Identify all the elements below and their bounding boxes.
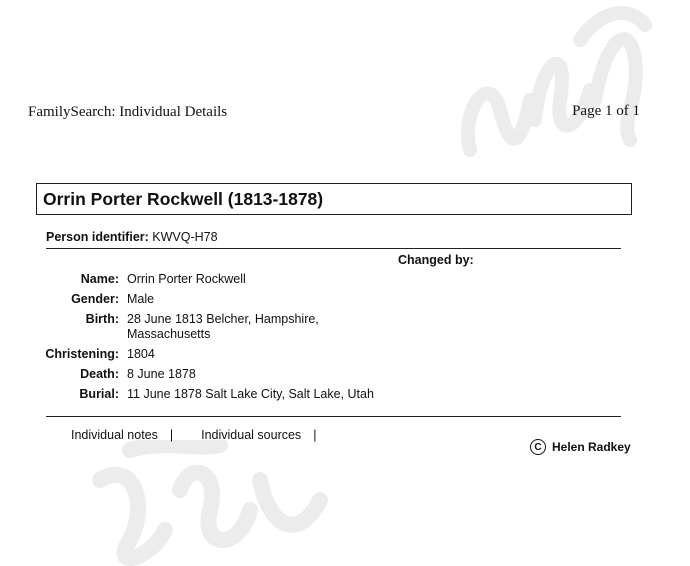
person-identifier-row — [46, 230, 218, 244]
page-number: Page 1 of 1 — [572, 103, 640, 119]
individual-notes-link[interactable]: Individual notes — [71, 428, 158, 442]
link-separator: | — [169, 428, 174, 442]
footer-links — [71, 428, 344, 442]
person-identifier-value: KWVQ-H78 — [152, 230, 218, 244]
person-identifier-label: Person identifier: — [46, 230, 149, 244]
changed-by-label: Changed by: — [398, 253, 474, 267]
fact-label: Gender: — [71, 292, 119, 306]
facts-list — [0, 272, 690, 407]
copyright-holder: Helen Radkey — [552, 440, 631, 454]
person-name-heading: Orrin Porter Rockwell (1813-1878) — [43, 188, 324, 209]
individual-sources-link[interactable]: Individual sources — [201, 428, 302, 442]
fact-label: Name: — [80, 272, 119, 286]
fact-value: 28 June 1813 Belcher, Hampshire, Massachusetts — [127, 312, 319, 341]
divider-bottom — [46, 416, 621, 417]
fact-value: 8 June 1878 — [127, 367, 196, 381]
fact-row-death — [0, 367, 690, 382]
fact-row-birth — [0, 312, 690, 342]
fact-label: Death: — [80, 367, 119, 381]
fact-row-christening — [0, 347, 690, 362]
copyright-icon: C — [530, 439, 546, 455]
fact-value: 11 June 1878 Salt Lake City, Salt Lake, Utah — [127, 387, 374, 401]
fact-row-gender — [0, 292, 690, 307]
divider-top — [46, 248, 621, 249]
fact-value: Orrin Porter Rockwell — [127, 272, 246, 286]
watermark-top — [430, 0, 660, 160]
fact-label: Christening: — [45, 347, 119, 361]
watermark-bottom — [70, 440, 350, 566]
document-header-title: FamilySearch: Individual Details — [28, 104, 228, 120]
fact-label: Birth: — [85, 312, 119, 326]
link-separator: | — [313, 428, 317, 442]
fact-value: Male — [127, 292, 155, 306]
fact-row-name — [0, 272, 690, 287]
fact-label: Burial: — [79, 387, 119, 401]
copyright-notice — [530, 439, 631, 455]
person-title-box — [36, 183, 632, 215]
fact-row-burial — [0, 387, 690, 402]
fact-value: 1804 — [127, 347, 155, 361]
